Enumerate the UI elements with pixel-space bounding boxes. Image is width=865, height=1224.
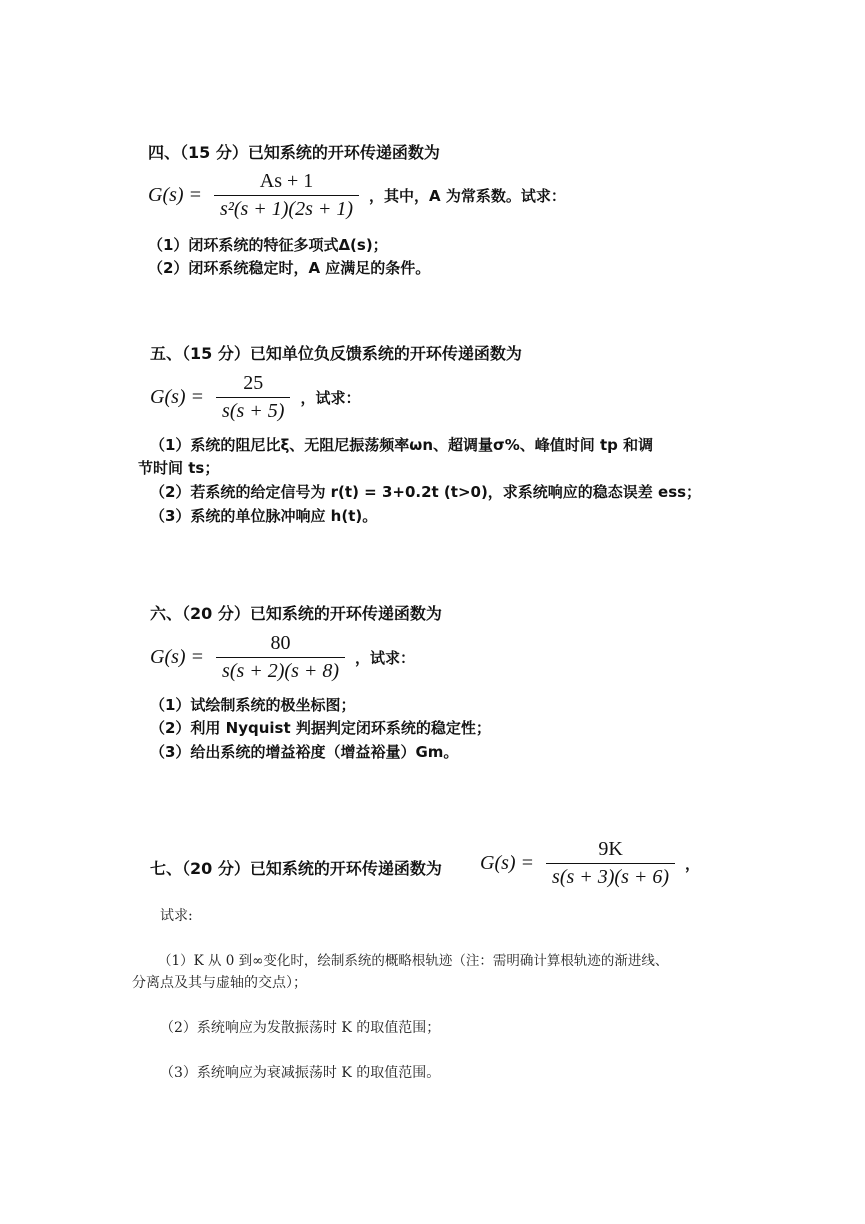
q4-fraction bbox=[214, 170, 359, 221]
q7-item-1: （1）K 从 0 到∞变化时，绘制系统的概略根轨迹（注：需明确计算根轨迹的渐进线、 bbox=[158, 953, 669, 969]
q6-formula bbox=[150, 632, 415, 683]
q6-item-1: （1）试绘制系统的极坐标图； bbox=[150, 696, 356, 714]
q4-formula-lhs: G(s) = bbox=[148, 184, 203, 206]
q4-tail: ，其中，A 为常系数。试求： bbox=[369, 187, 566, 205]
q5-item-1: （1）系统的阻尼比ξ、无阻尼振荡频率ωn、超调量σ%、峰值时间 tp 和调 bbox=[150, 436, 654, 454]
q6-item-3: （3）给出系统的增益裕度（增益裕量）Gm。 bbox=[150, 743, 459, 761]
q5-item-2: （2）若系统的给定信号为 r(t) = 3+0.2t (t>0)，求系统响应的稳态误差 ess； bbox=[150, 483, 702, 501]
q7-item-3: （3）系统响应为衰减振荡时 K 的取值范围。 bbox=[160, 1065, 441, 1081]
q7-item-2: （2）系统响应为发散振荡时 K 的取值范围； bbox=[160, 1020, 441, 1036]
q7-item-1-cont: 分离点及其与虚轴的交点）； bbox=[132, 975, 307, 991]
q5-tail: ，试求： bbox=[300, 389, 361, 407]
q6-item-2: （2）利用 Nyquist 判据判定闭环系统的稳定性； bbox=[150, 719, 491, 737]
q4-item-2: （2）闭环系统稳定时，A 应满足的条件。 bbox=[148, 259, 431, 277]
q7-formula bbox=[480, 838, 700, 889]
q7-denominator: s(s + 3)(s + 6) bbox=[546, 863, 675, 889]
q5-fraction bbox=[216, 372, 290, 423]
q7-tail: ， bbox=[685, 855, 701, 873]
q4-numerator: As + 1 bbox=[259, 170, 314, 192]
q4-heading: 四、（15 分）已知系统的开环传递函数为 bbox=[148, 143, 440, 162]
q5-numerator: 25 bbox=[243, 372, 264, 394]
q7-heading: 七、（20 分）已知系统的开环传递函数为 bbox=[150, 859, 442, 878]
q7-ask: 试求: bbox=[160, 908, 193, 924]
q7-fraction bbox=[546, 838, 675, 889]
q5-formula bbox=[150, 372, 360, 423]
q6-denominator: s(s + 2)(s + 8) bbox=[216, 657, 345, 683]
q5-formula-lhs: G(s) = bbox=[150, 386, 205, 408]
q6-fraction bbox=[216, 632, 345, 683]
q6-heading: 六、（20 分）已知系统的开环传递函数为 bbox=[150, 604, 442, 623]
q4-formula bbox=[148, 170, 566, 221]
q5-denominator: s(s + 5) bbox=[216, 397, 290, 423]
q6-formula-lhs: G(s) = bbox=[150, 646, 205, 668]
q5-item-3: （3）系统的单位脉冲响应 h(t)。 bbox=[150, 507, 378, 525]
q7-numerator: 9K bbox=[598, 838, 623, 860]
q7-formula-lhs: G(s) = bbox=[480, 852, 535, 874]
q6-numerator: 80 bbox=[270, 632, 291, 654]
q5-heading: 五、（15 分）已知单位负反馈系统的开环传递函数为 bbox=[150, 344, 522, 363]
q4-denominator: s²(s + 1)(2s + 1) bbox=[214, 195, 359, 221]
q5-item-1-cont: 节时间 ts； bbox=[138, 459, 220, 477]
q4-item-1: （1）闭环系统的特征多项式Δ(s)； bbox=[148, 236, 388, 254]
q6-tail: ，试求： bbox=[355, 649, 416, 667]
